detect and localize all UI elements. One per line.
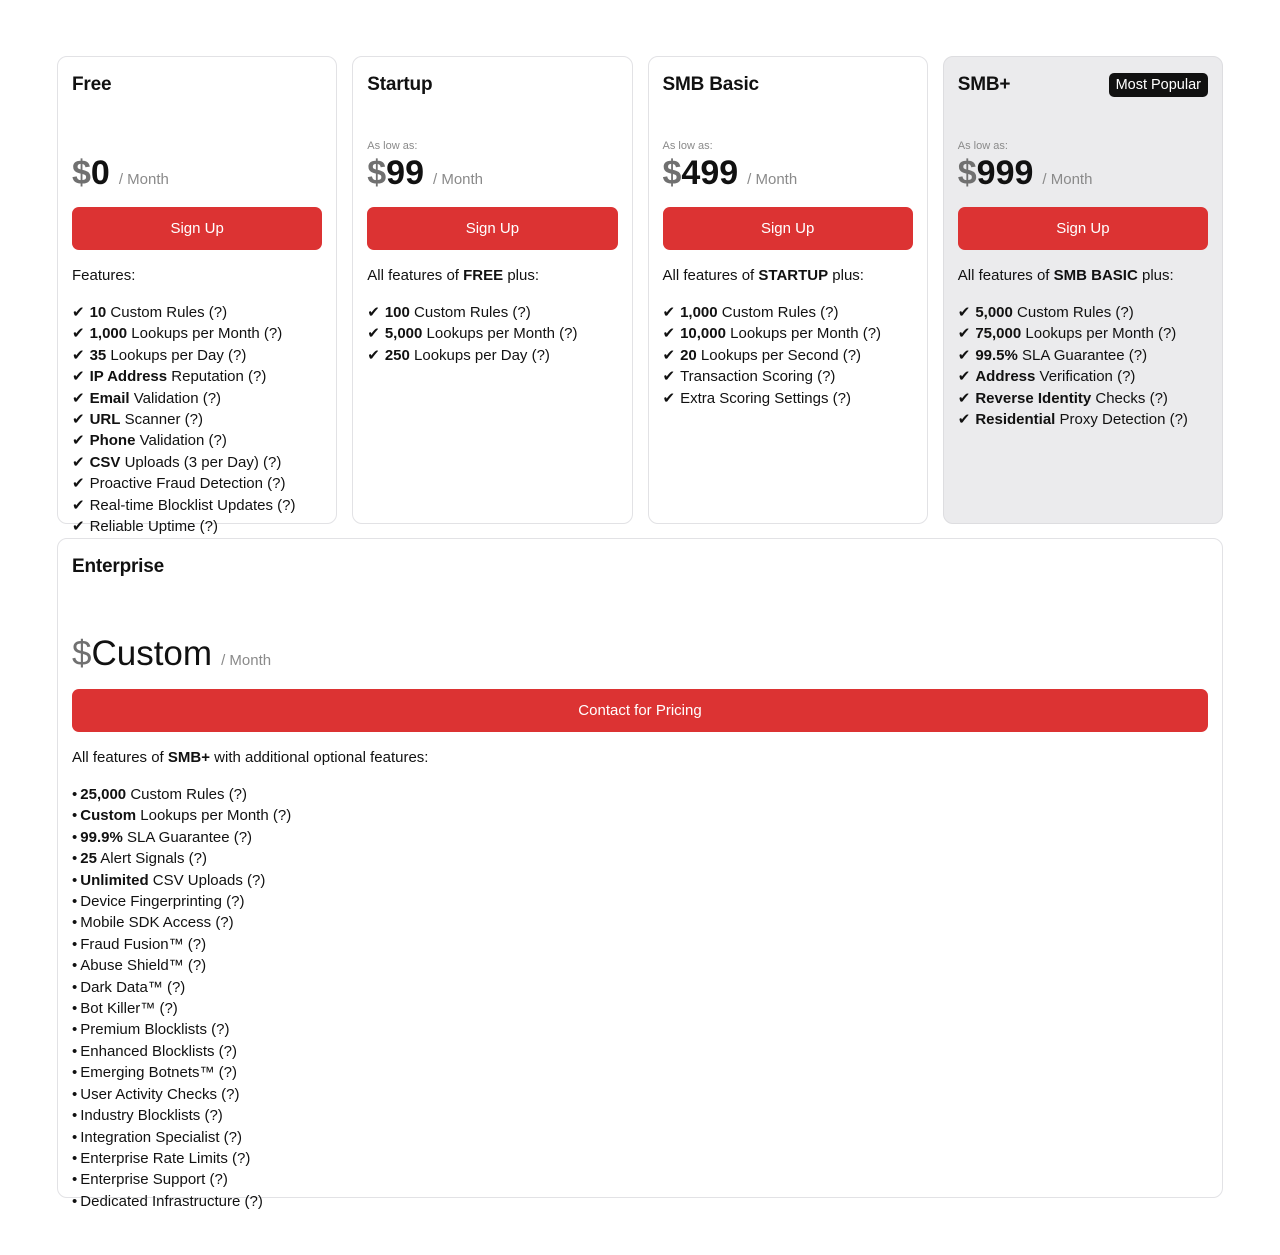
feature-highlight: 25,000 <box>80 786 127 803</box>
price <box>72 154 169 193</box>
feature-text: Enterprise Rate Limits (?) <box>80 1149 251 1167</box>
feature-item <box>72 345 322 366</box>
feature-highlight: 20 <box>680 346 697 364</box>
feature-item <box>72 302 322 323</box>
feature-text: Reliable Uptime (?) <box>89 518 218 536</box>
feature-highlight: 10 <box>89 304 107 321</box>
bullet-icon: • <box>72 1021 78 1039</box>
feature-list <box>958 302 1208 430</box>
feature-text: Lookups per Month (?) <box>422 325 578 343</box>
bullet-icon: • <box>72 978 78 996</box>
feature-text: Lookups per Second (?) <box>696 346 862 364</box>
feature-item <box>72 955 1208 976</box>
feature-highlight: Residential <box>975 411 1056 429</box>
feature-item <box>663 345 913 366</box>
currency-symbol: $ <box>72 634 92 673</box>
feature-highlight: CSV <box>89 453 121 471</box>
check-icon: ✔ <box>367 304 380 321</box>
feature-highlight: Phone <box>89 432 136 450</box>
feature-text: Custom Rules (?) <box>106 304 228 321</box>
bullet-icon: • <box>72 935 78 953</box>
check-icon: ✔ <box>957 411 971 429</box>
check-icon: ✔ <box>72 518 85 536</box>
feature-item <box>72 848 1208 869</box>
price <box>663 154 798 193</box>
bullet-icon: • <box>72 828 78 846</box>
feature-item <box>72 1062 1208 1083</box>
feature-item <box>663 388 913 409</box>
feature-item <box>72 1084 1208 1105</box>
feature-item <box>72 366 322 387</box>
feature-text: Reputation (?) <box>167 368 267 386</box>
price <box>72 634 271 674</box>
as-low-as-label: As low as: <box>957 140 1008 152</box>
check-icon: ✔ <box>957 368 971 386</box>
bullet-icon: • <box>72 914 78 932</box>
feature-text: Lookups per Day (?) <box>409 346 550 364</box>
feature-text: Transaction Scoring (?) <box>680 368 836 386</box>
price-amount: 999 <box>976 154 1034 192</box>
price-period: / Month <box>221 652 272 669</box>
plan-card-free <box>57 56 337 536</box>
features-heading: Features: <box>72 267 136 284</box>
feature-item <box>72 452 322 473</box>
plan-name: Enterprise <box>72 556 164 577</box>
feature-text: Lookups per Day (?) <box>106 346 247 364</box>
check-icon: ✔ <box>72 346 85 364</box>
feature-text: Alert Signals (?) <box>96 850 207 868</box>
check-icon: ✔ <box>72 411 85 429</box>
feature-text: Bot Killer™ (?) <box>80 1000 178 1018</box>
feature-highlight: 250 <box>384 346 410 364</box>
feature-text: Dedicated Infrastructure (?) <box>80 1192 263 1210</box>
feature-item <box>72 1148 1208 1169</box>
feature-item <box>72 1019 1208 1040</box>
check-icon: ✔ <box>662 346 676 364</box>
feature-highlight: 1,000 <box>680 304 718 321</box>
feature-text: Lookups per Month (?) <box>1021 325 1177 343</box>
feature-highlight: 1,000 <box>89 325 128 343</box>
feature-text: CSV Uploads (?) <box>148 871 266 889</box>
bullet-icon: • <box>72 1042 78 1060</box>
check-icon: ✔ <box>72 475 85 493</box>
sign-up-button[interactable]: Sign Up <box>367 207 617 250</box>
feature-highlight: Custom <box>80 807 137 825</box>
feature-text: SLA Guarantee (?) <box>122 828 253 846</box>
feature-item <box>72 495 322 516</box>
feature-item <box>958 302 1208 323</box>
feature-list <box>72 302 322 537</box>
bullet-icon: • <box>72 807 78 825</box>
feature-list <box>367 302 617 366</box>
feature-text: Fraud Fusion™ (?) <box>80 935 207 953</box>
bullet-icon: • <box>72 850 78 868</box>
feature-item <box>958 366 1208 387</box>
price-amount: 99 <box>386 154 424 192</box>
feature-text: Proxy Detection (?) <box>1055 411 1188 429</box>
feature-text: Verification (?) <box>1035 368 1136 386</box>
feature-item <box>72 870 1208 891</box>
price-block <box>958 97 1208 207</box>
feature-text: Validation (?) <box>135 432 227 450</box>
feature-item <box>663 302 913 323</box>
feature-highlight: Reverse Identity <box>975 389 1092 407</box>
check-icon: ✔ <box>957 304 971 321</box>
feature-text: SLA Guarantee (?) <box>1017 346 1148 364</box>
plan-card-enterprise <box>57 538 1223 1210</box>
bullet-icon: • <box>72 786 78 803</box>
sign-up-button[interactable]: Sign Up <box>72 207 322 250</box>
feature-text: Lookups per Month (?) <box>725 325 882 343</box>
feature-item <box>72 409 322 430</box>
price-block <box>367 97 617 207</box>
feature-highlight: 100 <box>384 304 410 321</box>
feature-highlight: 75,000 <box>975 325 1022 343</box>
feature-item <box>72 827 1208 848</box>
bullet-icon: • <box>72 871 78 889</box>
feature-text: Premium Blocklists (?) <box>80 1021 230 1039</box>
price <box>367 154 483 193</box>
feature-item <box>72 388 322 409</box>
feature-text: Custom Rules (?) <box>126 786 248 803</box>
bullet-icon: • <box>72 893 78 911</box>
features-heading: All features of SMB+ with additional optional features: <box>72 749 429 766</box>
bullet-icon: • <box>72 1085 78 1103</box>
feature-item <box>72 1105 1208 1126</box>
feature-item <box>72 516 322 537</box>
feature-item <box>367 302 617 323</box>
currency-symbol: $ <box>72 154 91 192</box>
feature-text: Real-time Blocklist Updates (?) <box>89 496 296 514</box>
feature-item <box>958 409 1208 430</box>
feature-text: Validation (?) <box>129 389 222 407</box>
check-icon: ✔ <box>662 368 676 386</box>
as-low-as-label: As low as: <box>367 140 418 152</box>
check-icon: ✔ <box>662 325 676 343</box>
price-block <box>663 97 913 207</box>
bullet-icon: • <box>72 1107 78 1125</box>
feature-text: Enhanced Blocklists (?) <box>80 1042 238 1060</box>
plan-card-smb-basic <box>648 56 928 524</box>
sign-up-button[interactable]: Sign Up <box>663 207 913 250</box>
feature-item <box>72 998 1208 1019</box>
bullet-icon: • <box>72 1192 78 1210</box>
feature-text: User Activity Checks (?) <box>80 1085 240 1103</box>
feature-text: Lookups per Month (?) <box>136 807 292 825</box>
feature-text: Enterprise Support (?) <box>80 1171 228 1189</box>
feature-text: Emerging Botnets™ (?) <box>80 1064 237 1082</box>
bullet-icon: • <box>72 1064 78 1082</box>
feature-text: Device Fingerprinting (?) <box>80 893 245 911</box>
sign-up-button[interactable]: Sign Up <box>958 207 1208 250</box>
features-heading: All features of FREE plus: <box>367 267 540 284</box>
feature-text: Uploads (3 per Day) (?) <box>120 453 282 471</box>
check-icon: ✔ <box>662 389 676 407</box>
currency-symbol: $ <box>367 154 387 192</box>
feature-item <box>958 345 1208 366</box>
check-icon: ✔ <box>367 325 380 343</box>
price-period: / Month <box>747 171 798 188</box>
check-icon: ✔ <box>72 496 85 514</box>
feature-item <box>367 323 617 344</box>
plan-name: Startup <box>367 74 433 95</box>
check-icon: ✔ <box>72 453 85 471</box>
feature-highlight: URL <box>89 411 121 429</box>
currency-symbol: $ <box>957 154 977 192</box>
currency-symbol: $ <box>662 154 682 192</box>
feature-item <box>72 784 1208 805</box>
feature-highlight: 99.5% <box>975 346 1018 364</box>
check-icon: ✔ <box>72 304 85 321</box>
bullet-icon: • <box>72 1000 78 1018</box>
feature-item <box>72 891 1208 912</box>
feature-text: Checks (?) <box>1091 389 1168 407</box>
pricing-plans <box>57 56 1223 536</box>
price-amount: 0 <box>90 154 110 192</box>
feature-highlight: 10,000 <box>680 325 726 343</box>
plan-name: SMB+ <box>957 74 1011 95</box>
price-block <box>72 579 1208 689</box>
feature-highlight: IP Address <box>89 368 168 386</box>
bullet-icon: • <box>72 1128 78 1146</box>
check-icon: ✔ <box>72 368 85 386</box>
price-period: / Month <box>118 171 169 188</box>
bullet-icon: • <box>72 1171 78 1189</box>
bullet-icon: • <box>72 1149 78 1167</box>
feature-item <box>663 366 913 387</box>
feature-item <box>72 1127 1208 1148</box>
feature-item <box>72 805 1208 826</box>
feature-item <box>958 323 1208 344</box>
feature-highlight: 5,000 <box>384 325 423 343</box>
plan-name: Free <box>72 74 112 95</box>
feature-item <box>72 323 322 344</box>
bullet-icon: • <box>72 957 78 975</box>
price-period: / Month <box>433 171 484 188</box>
feature-item <box>72 430 322 451</box>
feature-item <box>72 473 322 494</box>
feature-highlight: 5,000 <box>975 304 1013 321</box>
feature-text: Integration Specialist (?) <box>80 1128 243 1146</box>
feature-text: Industry Blocklists (?) <box>80 1107 223 1125</box>
feature-item <box>72 977 1208 998</box>
price-amount: Custom <box>91 634 213 673</box>
check-icon: ✔ <box>72 389 85 407</box>
feature-text: Custom Rules (?) <box>409 304 531 321</box>
as-low-as-label: As low as: <box>662 140 713 152</box>
most-popular-badge: Most Popular <box>1109 73 1208 97</box>
feature-text: Mobile SDK Access (?) <box>80 914 234 932</box>
feature-list <box>72 784 1208 1212</box>
check-icon: ✔ <box>72 432 85 450</box>
feature-item <box>367 345 617 366</box>
contact-for-pricing-button[interactable]: Contact for Pricing <box>72 689 1208 732</box>
check-icon: ✔ <box>367 346 380 364</box>
feature-text: Scanner (?) <box>120 411 203 429</box>
feature-highlight: 35 <box>89 346 107 364</box>
price-amount: 499 <box>681 154 739 192</box>
price-block <box>72 97 322 207</box>
feature-highlight: Unlimited <box>80 871 149 889</box>
check-icon: ✔ <box>957 346 971 364</box>
feature-item <box>72 912 1208 933</box>
plan-card-smb-plus <box>943 56 1223 524</box>
feature-list <box>663 302 913 409</box>
feature-highlight: Address <box>975 368 1036 386</box>
feature-item <box>72 1169 1208 1190</box>
feature-highlight: 25 <box>80 850 97 868</box>
check-icon: ✔ <box>662 304 676 321</box>
features-heading: All features of SMB BASIC plus: <box>957 267 1174 284</box>
feature-text: Custom Rules (?) <box>717 304 839 321</box>
feature-item <box>72 934 1208 955</box>
price <box>958 154 1093 193</box>
feature-item <box>663 323 913 344</box>
feature-text: Extra Scoring Settings (?) <box>680 389 851 407</box>
feature-text: Custom Rules (?) <box>1012 304 1134 321</box>
feature-item <box>72 1191 1208 1212</box>
price-period: / Month <box>1042 171 1093 188</box>
feature-text: Lookups per Month (?) <box>127 325 283 343</box>
check-icon: ✔ <box>957 389 971 407</box>
features-heading: All features of STARTUP plus: <box>662 267 864 284</box>
plan-name: SMB Basic <box>662 74 759 95</box>
feature-text: Proactive Fraud Detection (?) <box>89 475 286 493</box>
feature-item <box>72 1041 1208 1062</box>
plan-card-startup <box>352 56 632 524</box>
feature-item <box>958 388 1208 409</box>
feature-text: Abuse Shield™ (?) <box>80 957 207 975</box>
feature-text: Dark Data™ (?) <box>80 978 186 996</box>
check-icon: ✔ <box>72 325 85 343</box>
feature-highlight: 99.9% <box>80 828 123 846</box>
feature-highlight: Email <box>89 389 130 407</box>
check-icon: ✔ <box>957 325 971 343</box>
